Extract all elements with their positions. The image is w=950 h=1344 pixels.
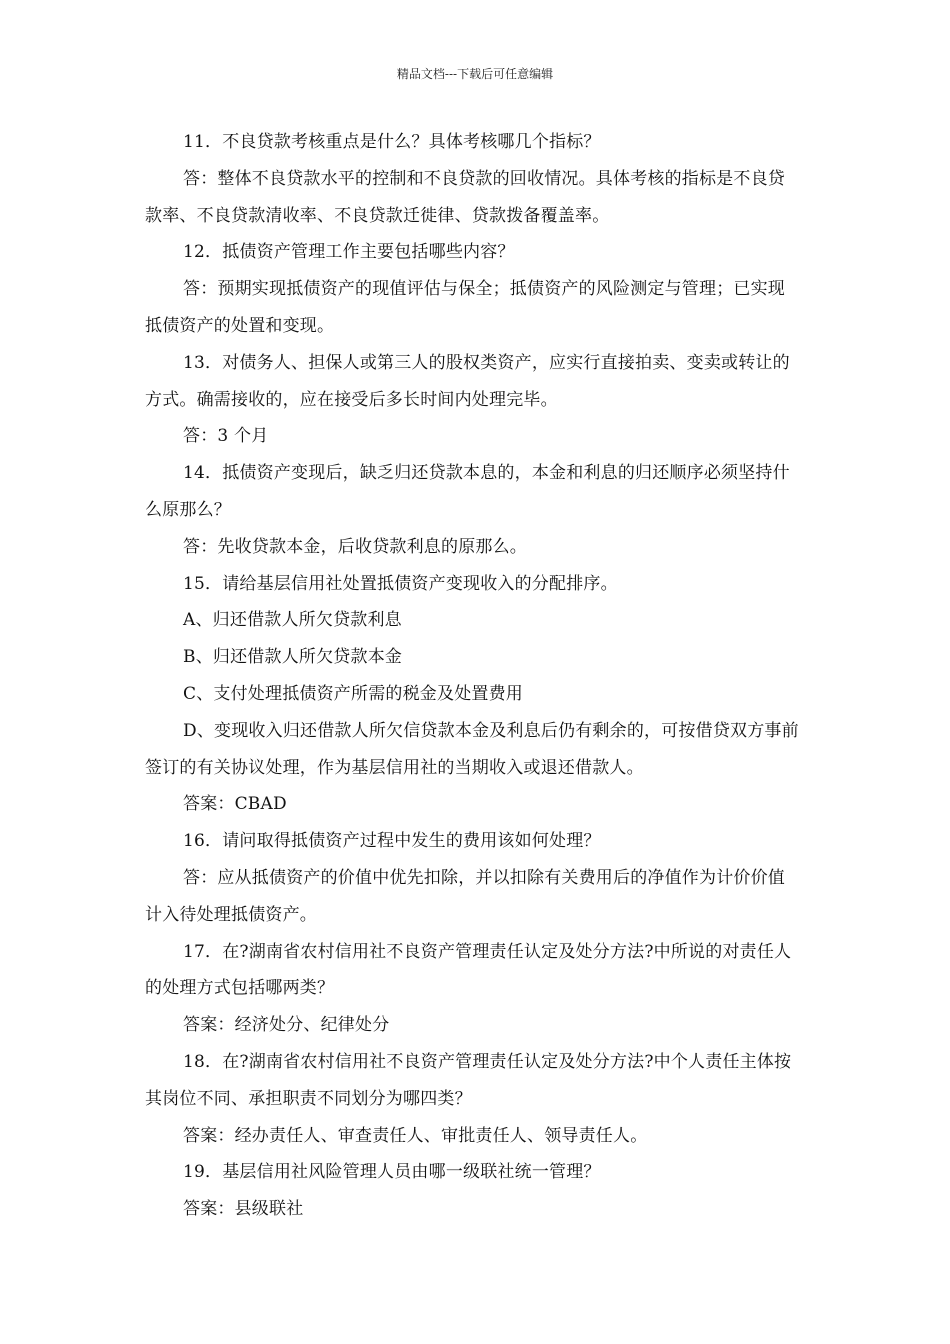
page-header: 精品文档---下载后可任意编辑	[396, 67, 554, 81]
answer-11: 答：整体不良贷款水平的控制和不良贷款的回收情况。具体考核的指标是不良贷款率、不良贷款清收率、不良贷款迁徙律、贷款拨备覆盖率。	[145, 168, 785, 226]
question-18: 18．在?湖南省农村信用社不良资产管理责任认定及处分方法?中个人责任主体按其岗位不同、承担职责不同划分为哪四类？	[145, 1051, 792, 1109]
question-13: 13．对债务人、担保人或第三人的股权类资产，应实行直接拍卖、变卖或转让的方式。确需接收的，应在接受后多长时间内处理完毕。	[145, 352, 790, 410]
answer-18: 答案：经办责任人、审查责任人、审批责任人、领导责任人。	[183, 1125, 648, 1146]
answer-12: 答：预期实现抵债资产的现值评估与保全；抵债资产的风险测定与管理；已实现抵债资产的处置和变现。	[145, 279, 785, 336]
answer-15: 答案：CBAD	[183, 794, 287, 815]
option-a: A、归还借款人所欠贷款利息	[183, 610, 402, 631]
question-15: 15．请给基层信用社处置抵债资产变现收入的分配排序。	[183, 573, 618, 594]
question-17: 17．在?湖南省农村信用社不良资产管理责任认定及处分方法?中所说的对责任人的处理方式包括哪两类？	[145, 941, 792, 999]
question-11: 11．不良贷款考核重点是什么？具体考核哪几个指标？	[183, 132, 601, 152]
answer-14: 答：先收贷款本金，后收贷款利息的原那么。	[183, 536, 527, 557]
question-12: 12．抵债资产管理工作主要包括哪些内容？	[183, 242, 515, 263]
option-d: D、变现收入归还借款人所欠信贷款本金及利息后仍有剩余的，可按借贷双方事前签订的有关协议处理，作为基层信用社的当期收入或退还借款人。	[145, 720, 799, 778]
option-c: C、支付处理抵债资产所需的税金及处置费用	[183, 683, 524, 704]
option-b: B、归还借款人所欠贷款本金	[183, 647, 403, 668]
document-body	[145, 124, 800, 1228]
answer-17: 答案：经济处分、纪律处分	[183, 1015, 390, 1036]
question-14: 14．抵债资产变现后，缺乏归还贷款本息的，本金和利息的归还顺序必须坚持什么原那么？	[145, 463, 790, 520]
answer-13: 答：3 个月	[183, 426, 269, 447]
answer-16: 答：应从抵债资产的价值中优先扣除，并以扣除有关费用后的净值作为计价价值计入待处理抵债资产。	[145, 867, 785, 925]
question-16: 16．请问取得抵债资产过程中发生的费用该如何处理？	[183, 831, 601, 852]
answer-19: 答案：县级联社	[183, 1199, 304, 1220]
question-19: 19．基层信用社风险管理人员由哪一级联社统一管理？	[183, 1162, 601, 1183]
